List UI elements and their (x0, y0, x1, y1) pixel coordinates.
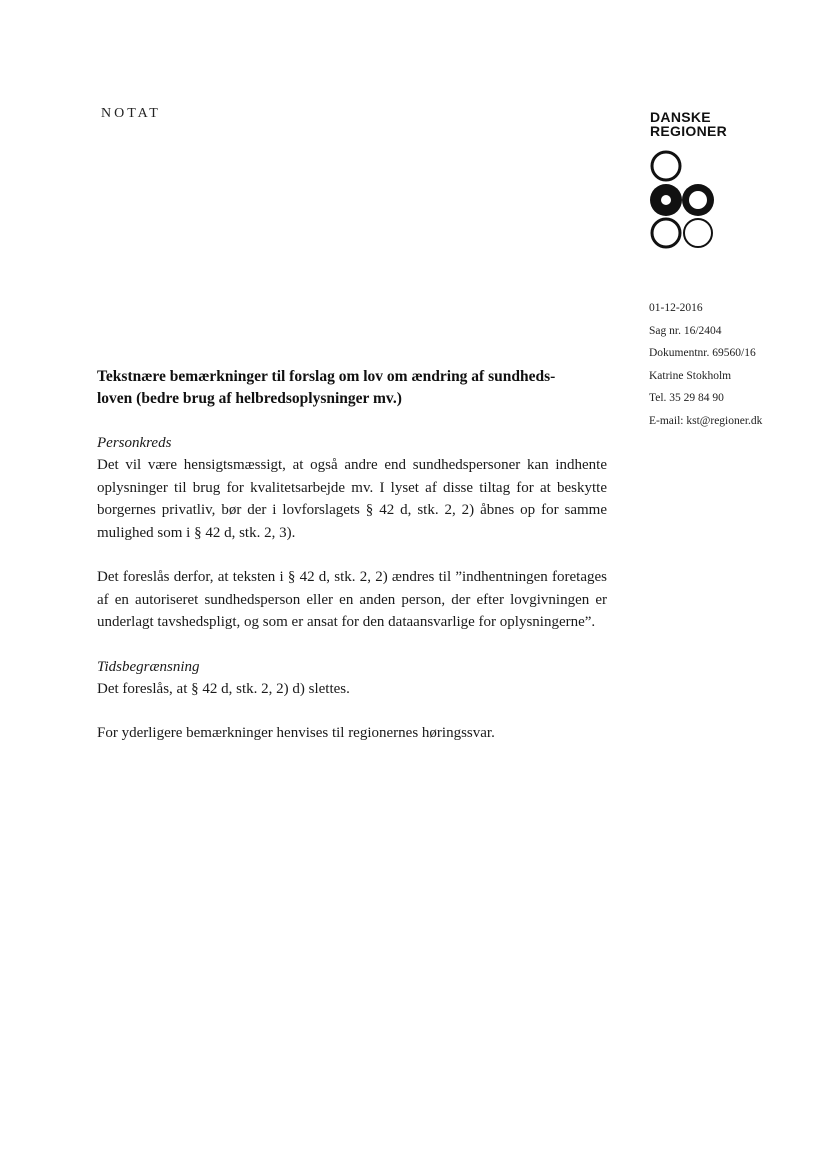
title-line-1: Tekstnære bemærkninger til forslag om lov om ændring af sundheds- (97, 368, 556, 385)
paragraph-personkreds-2: Det foreslås derfor, at teksten i § 42 d, stk. 2, 2) ændres til ”indhentningen foretages af en autoriseret sundhedsperson eller en anden person, der efter lovgivningen er underlagt tavshedspligt, og som er ansat for den dataansvarlige for oplysningerne”. (97, 569, 607, 630)
logo-circles-icon (650, 144, 728, 254)
paragraph-closing: For yderligere bemærkninger henvises til regionernes høringssvar. (97, 725, 495, 741)
document-type-label: NOTAT (101, 106, 161, 121)
meta-date: 01-12-2016 (649, 302, 703, 314)
meta-document-number: Dokumentnr. 69560/16 (649, 347, 756, 359)
meta-phone: Tel. 35 29 84 90 (649, 392, 724, 404)
meta-case-number: Sag nr. 16/2404 (649, 324, 722, 337)
paragraph-personkreds-1: Det vil være hensigtsmæssigt, at også andre end sundhedspersoner kan indhente oplysninger til brug for kvalitetsarbejde mv. I lyset af disse tiltag for at beskytte borgernes privatliv, bør der i lovforslagets § 42 d, stk. 2, 2) åbnes op for samme mulighed som i § 42 d, stk. 2, 3). (97, 457, 607, 541)
title-line-2: loven (bedre brug af helbredsoplysninger mv.) (97, 390, 402, 407)
document-title (97, 366, 607, 410)
logo-text-line1: DANSKE (650, 109, 711, 125)
section-heading-personkreds: Personkreds (97, 435, 172, 451)
paragraph-tidsbegraensning: Det foreslås, at § 42 d, stk. 2, 2) d) slettes. (97, 680, 350, 697)
meta-author: Katrine Stokholm (649, 369, 732, 382)
meta-email: E-mail: kst@regioner.dk (649, 414, 763, 427)
danske-regioner-logo (650, 110, 740, 254)
document-metadata (649, 297, 762, 432)
document-body (97, 366, 607, 745)
logo-text-line2: REGIONER (650, 123, 728, 139)
section-heading-tidsbegraensning: Tidsbegrænsning (97, 658, 200, 675)
